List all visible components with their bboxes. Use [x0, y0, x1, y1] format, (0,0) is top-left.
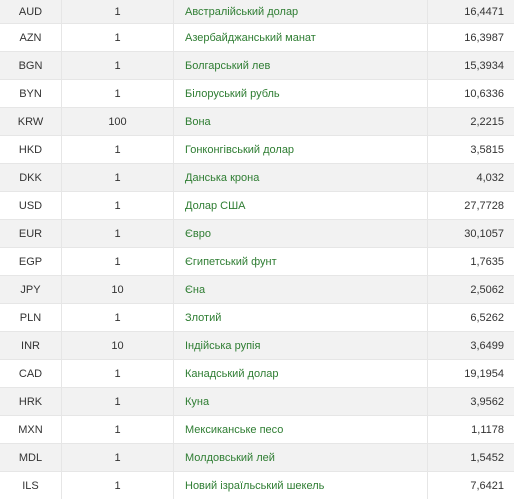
currency-units: 1 — [62, 248, 174, 276]
currency-name-cell — [174, 52, 428, 80]
currency-name-cell — [174, 24, 428, 52]
currency-units: 1 — [62, 416, 174, 444]
currency-name-link[interactable]: Мексиканське песо — [185, 424, 283, 436]
currency-name-cell — [174, 304, 428, 332]
table-row — [0, 0, 514, 24]
currency-code: KRW — [0, 108, 62, 136]
currency-units: 10 — [62, 332, 174, 360]
currency-code: AZN — [0, 24, 62, 52]
currency-code: USD — [0, 192, 62, 220]
currency-code: ILS — [0, 472, 62, 499]
currency-units: 1 — [62, 0, 174, 24]
currency-units: 1 — [62, 444, 174, 472]
table-row — [0, 192, 514, 220]
currency-code: BGN — [0, 52, 62, 80]
currency-units: 1 — [62, 472, 174, 499]
currency-name-link[interactable]: Єгипетський фунт — [185, 256, 277, 268]
table-row — [0, 80, 514, 108]
table-row — [0, 24, 514, 52]
currency-units: 10 — [62, 276, 174, 304]
currency-name-cell — [174, 248, 428, 276]
currency-code: EGP — [0, 248, 62, 276]
table-row — [0, 52, 514, 80]
currency-name-link[interactable]: Данська крона — [185, 172, 259, 184]
currency-name-link[interactable]: Новий ізраїльський шекель — [185, 480, 324, 492]
currency-code: MDL — [0, 444, 62, 472]
currency-units: 1 — [62, 192, 174, 220]
table-row — [0, 472, 514, 499]
currency-name-cell — [174, 332, 428, 360]
table-row — [0, 360, 514, 388]
table-row — [0, 136, 514, 164]
currency-units: 1 — [62, 360, 174, 388]
currency-code: DKK — [0, 164, 62, 192]
currency-code: INR — [0, 332, 62, 360]
currency-code: HRK — [0, 388, 62, 416]
exchange-rate-value: 7,6421 — [428, 472, 514, 499]
currency-name-cell — [174, 192, 428, 220]
exchange-rate-value: 16,3987 — [428, 24, 514, 52]
currency-units: 1 — [62, 164, 174, 192]
currency-name-cell — [174, 388, 428, 416]
exchange-rate-value: 10,6336 — [428, 80, 514, 108]
currency-name-link[interactable]: Долар США — [185, 200, 246, 212]
exchange-rate-value: 30,1057 — [428, 220, 514, 248]
currency-code: MXN — [0, 416, 62, 444]
currency-name-cell — [174, 416, 428, 444]
exchange-rate-value: 1,5452 — [428, 444, 514, 472]
exchange-rate-value: 16,4471 — [428, 0, 514, 24]
currency-units: 1 — [62, 304, 174, 332]
currency-code: EUR — [0, 220, 62, 248]
table-row — [0, 444, 514, 472]
table-row — [0, 388, 514, 416]
table-row — [0, 248, 514, 276]
exchange-rate-value: 3,5815 — [428, 136, 514, 164]
table-row — [0, 108, 514, 136]
currency-name-cell — [174, 136, 428, 164]
table-row — [0, 220, 514, 248]
table-row — [0, 276, 514, 304]
table-row — [0, 416, 514, 444]
currency-name-cell — [174, 220, 428, 248]
table-row — [0, 332, 514, 360]
currency-name-link[interactable]: Австралійський долар — [185, 6, 298, 18]
table-row — [0, 304, 514, 332]
exchange-rate-value: 2,2215 — [428, 108, 514, 136]
table-row — [0, 164, 514, 192]
exchange-rate-value: 1,1178 — [428, 416, 514, 444]
currency-code: PLN — [0, 304, 62, 332]
currency-name-link[interactable]: Болгарський лев — [185, 60, 270, 72]
currency-units: 1 — [62, 136, 174, 164]
currency-name-cell — [174, 108, 428, 136]
currency-name-cell — [174, 276, 428, 304]
currency-code: CAD — [0, 360, 62, 388]
currency-code: HKD — [0, 136, 62, 164]
exchange-rate-value: 1,7635 — [428, 248, 514, 276]
exchange-rate-value: 27,7728 — [428, 192, 514, 220]
currency-code: JPY — [0, 276, 62, 304]
currency-name-link[interactable]: Канадський долар — [185, 368, 278, 380]
currency-units: 1 — [62, 24, 174, 52]
currency-name-cell — [174, 360, 428, 388]
currency-name-link[interactable]: Єна — [185, 284, 205, 296]
exchange-rate-value: 3,6499 — [428, 332, 514, 360]
currency-name-link[interactable]: Злотий — [185, 312, 221, 324]
currency-name-link[interactable]: Євро — [185, 228, 211, 240]
currency-name-cell — [174, 472, 428, 499]
currency-name-link[interactable]: Азербайджанський манат — [185, 32, 316, 44]
currency-units: 1 — [62, 80, 174, 108]
exchange-rate-value: 2,5062 — [428, 276, 514, 304]
currency-code: BYN — [0, 80, 62, 108]
currency-code: AUD — [0, 0, 62, 24]
exchange-rate-value: 15,3934 — [428, 52, 514, 80]
currency-units: 1 — [62, 388, 174, 416]
currency-units: 100 — [62, 108, 174, 136]
exchange-rate-value: 19,1954 — [428, 360, 514, 388]
currency-name-link[interactable]: Вона — [185, 116, 211, 128]
currency-name-cell — [174, 80, 428, 108]
exchange-rate-value: 3,9562 — [428, 388, 514, 416]
exchange-rate-value: 6,5262 — [428, 304, 514, 332]
currency-name-cell — [174, 0, 428, 24]
currency-name-link[interactable]: Білоруський рубль — [185, 88, 280, 100]
exchange-rate-value: 4,032 — [428, 164, 514, 192]
currency-name-cell — [174, 444, 428, 472]
currency-units: 1 — [62, 220, 174, 248]
currency-name-cell — [174, 164, 428, 192]
currency-name-link[interactable]: Гонконгівський долар — [185, 144, 294, 156]
currency-name-link[interactable]: Куна — [185, 396, 209, 408]
currency-units: 1 — [62, 52, 174, 80]
currency-name-link[interactable]: Молдовський лей — [185, 452, 275, 464]
currency-name-link[interactable]: Індійська рупія — [185, 340, 260, 352]
